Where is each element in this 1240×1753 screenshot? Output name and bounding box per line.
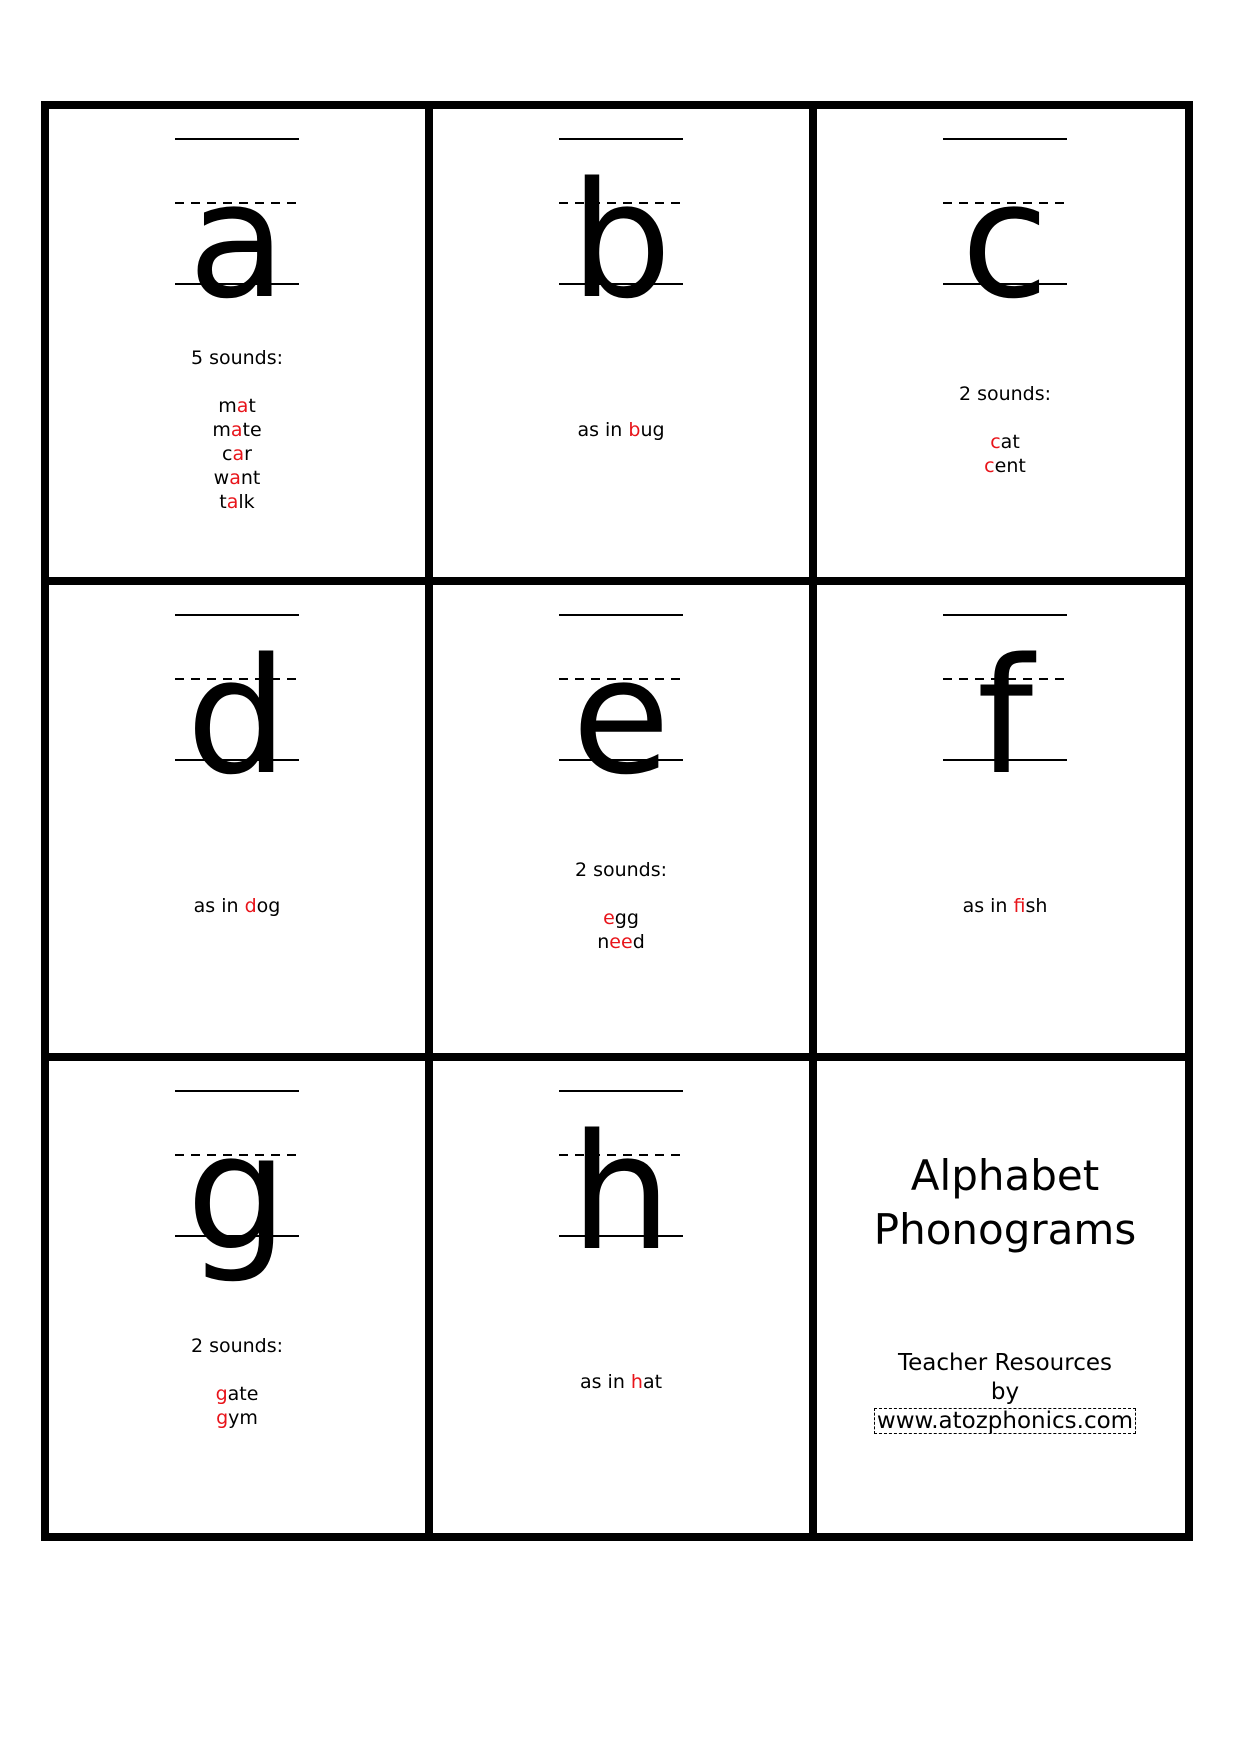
sound-examples [817, 585, 1193, 1053]
credit [817, 1349, 1193, 1436]
sound-count: 2 sounds: [574, 859, 668, 881]
sound-examples [49, 1061, 425, 1529]
phonogram-card [817, 109, 1193, 577]
phonogram-card [433, 585, 809, 1053]
phonogram-letter: d [186, 623, 288, 810]
example-word [194, 894, 281, 918]
title-line-1: Alphabet [910, 1151, 1100, 1200]
highlighted-phonogram: g [215, 1383, 228, 1405]
phonogram-card [433, 109, 809, 577]
phonogram-letter: c [961, 147, 1049, 334]
word-part: m [212, 419, 231, 441]
grid-divider-vertical [425, 109, 433, 1533]
example-word [222, 442, 252, 466]
sound-examples [49, 585, 425, 1053]
highlighted-phonogram: c [984, 455, 995, 477]
credit-line-1: Teacher Resources [898, 1350, 1112, 1376]
word-part: d [632, 931, 645, 953]
phonogram-letter: g [186, 1099, 288, 1286]
highlighted-phonogram: c [990, 431, 1001, 453]
sound-count: 2 sounds: [958, 383, 1052, 405]
word-part: w [213, 467, 230, 489]
word-part: r [244, 443, 252, 465]
highlighted-phonogram: a [230, 419, 243, 441]
phonogram-letter: a [187, 147, 287, 334]
highlighted-phonogram: b [628, 419, 641, 441]
word-part: te [242, 419, 262, 441]
sound-examples [49, 109, 425, 577]
example-word [603, 906, 639, 930]
highlighted-phonogram: a [232, 443, 245, 465]
word-part: ym [228, 1407, 258, 1429]
phonogram-letter: f [976, 623, 1034, 810]
example-word [214, 466, 261, 490]
sound-count: 2 sounds: [190, 1335, 284, 1357]
website-link[interactable]: www.atozphonics.com [874, 1408, 1136, 1434]
example-word [990, 430, 1020, 454]
credit-line-2: by [990, 1379, 1020, 1405]
word-part: t [219, 491, 227, 513]
example-word [216, 1382, 259, 1406]
grid-divider-horizontal [49, 1053, 1185, 1061]
phonogram-letter: e [571, 623, 671, 810]
highlighted-phonogram: a [236, 395, 249, 417]
example-word [597, 930, 645, 954]
example-word [218, 394, 256, 418]
sound-examples [433, 109, 809, 577]
word-part: nt [240, 467, 261, 489]
highlighted-phonogram: a [226, 491, 239, 513]
sound-examples [433, 585, 809, 1053]
word-part: lk [238, 491, 255, 513]
word-part: as in [962, 895, 1014, 917]
example-word [984, 454, 1026, 478]
grid-divider-vertical [809, 109, 817, 1533]
highlighted-phonogram: h [630, 1371, 643, 1393]
word-part: ug [640, 419, 665, 441]
word-part: at [1000, 431, 1020, 453]
phonogram-card [433, 1061, 809, 1529]
example-word [216, 1406, 258, 1430]
word-part: as in [193, 895, 245, 917]
highlighted-phonogram: e [603, 907, 615, 929]
flashcard-sheet [41, 101, 1193, 1541]
word-part: as in [577, 419, 629, 441]
highlighted-phonogram: f [1013, 895, 1026, 917]
phonogram-card [817, 585, 1193, 1053]
highlighted-phonogram: a [229, 467, 241, 489]
word-part: n [597, 931, 610, 953]
highlighted-phonogram: d [244, 895, 257, 917]
word-part: og [256, 895, 281, 917]
word-part: ate [227, 1383, 259, 1405]
title-line-2: Phonograms [873, 1205, 1137, 1254]
word-part: as in [579, 1371, 631, 1393]
phonogram-letter: b [570, 147, 672, 334]
title [817, 1149, 1193, 1257]
word-part: ent [994, 455, 1026, 477]
example-word [963, 894, 1048, 918]
word-part: at [642, 1371, 663, 1393]
word-part: t [248, 395, 256, 417]
sound-examples [433, 1061, 809, 1529]
example-word [577, 418, 664, 442]
title-card [817, 1061, 1193, 1529]
example-word [212, 418, 261, 442]
example-word [580, 1370, 662, 1394]
word-part: c [222, 443, 233, 465]
sound-examples [817, 109, 1193, 577]
phonogram-card [49, 1061, 425, 1529]
example-word [219, 490, 254, 514]
word-part: gg [614, 907, 639, 929]
word-part: m [218, 395, 237, 417]
word-part: ish [1025, 895, 1048, 917]
phonogram-card [49, 109, 425, 577]
phonogram-card [49, 585, 425, 1053]
grid-divider-horizontal [49, 577, 1185, 585]
phonogram-letter: h [570, 1099, 672, 1286]
highlighted-phonogram: g [216, 1407, 229, 1429]
highlighted-phonogram: ee [609, 931, 633, 953]
sound-count: 5 sounds: [190, 347, 284, 369]
